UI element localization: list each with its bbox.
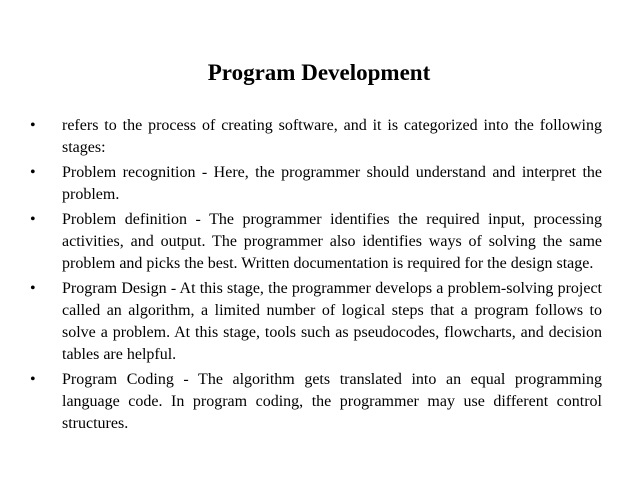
- bullet-list: [30, 115, 602, 438]
- bullet-text: Program Coding - The algorithm gets translated into an equal programming language code. In program coding, the programmer may use different control structures.: [62, 371, 602, 432]
- bullet-item-program-design: [30, 278, 602, 366]
- bullet-item-problem-recognition: [30, 162, 602, 206]
- bullet-text: refers to the process of creating software, and it is categorized into the following stages:: [62, 117, 602, 156]
- slide-title: Program Development: [207, 60, 431, 85]
- bullet-icon: •: [30, 211, 36, 228]
- bullet-icon: •: [30, 117, 36, 134]
- bullet-item-intro: [30, 115, 602, 159]
- bullet-icon: •: [30, 371, 36, 388]
- bullet-item-program-coding: [30, 369, 602, 435]
- bullet-icon: •: [30, 280, 36, 297]
- bullet-text: Problem definition - The programmer identifies the required input, processing activities, and output. The programmer also identifies ways of solving the same problem and picks the best. Written documentation is required for the design stage.: [62, 211, 602, 272]
- bullet-text: Program Design - At this stage, the programmer develops a problem-solving project called an algorithm, a limited number of logical steps that a program follows to solve a problem. At this stage, tools such as pseudocodes, flowcharts, and decision tables are helpful.: [62, 280, 602, 363]
- bullet-icon: •: [30, 164, 36, 181]
- bullet-item-problem-definition: [30, 209, 602, 275]
- bullet-text: Problem recognition - Here, the programmer should understand and interpret the problem.: [62, 164, 602, 203]
